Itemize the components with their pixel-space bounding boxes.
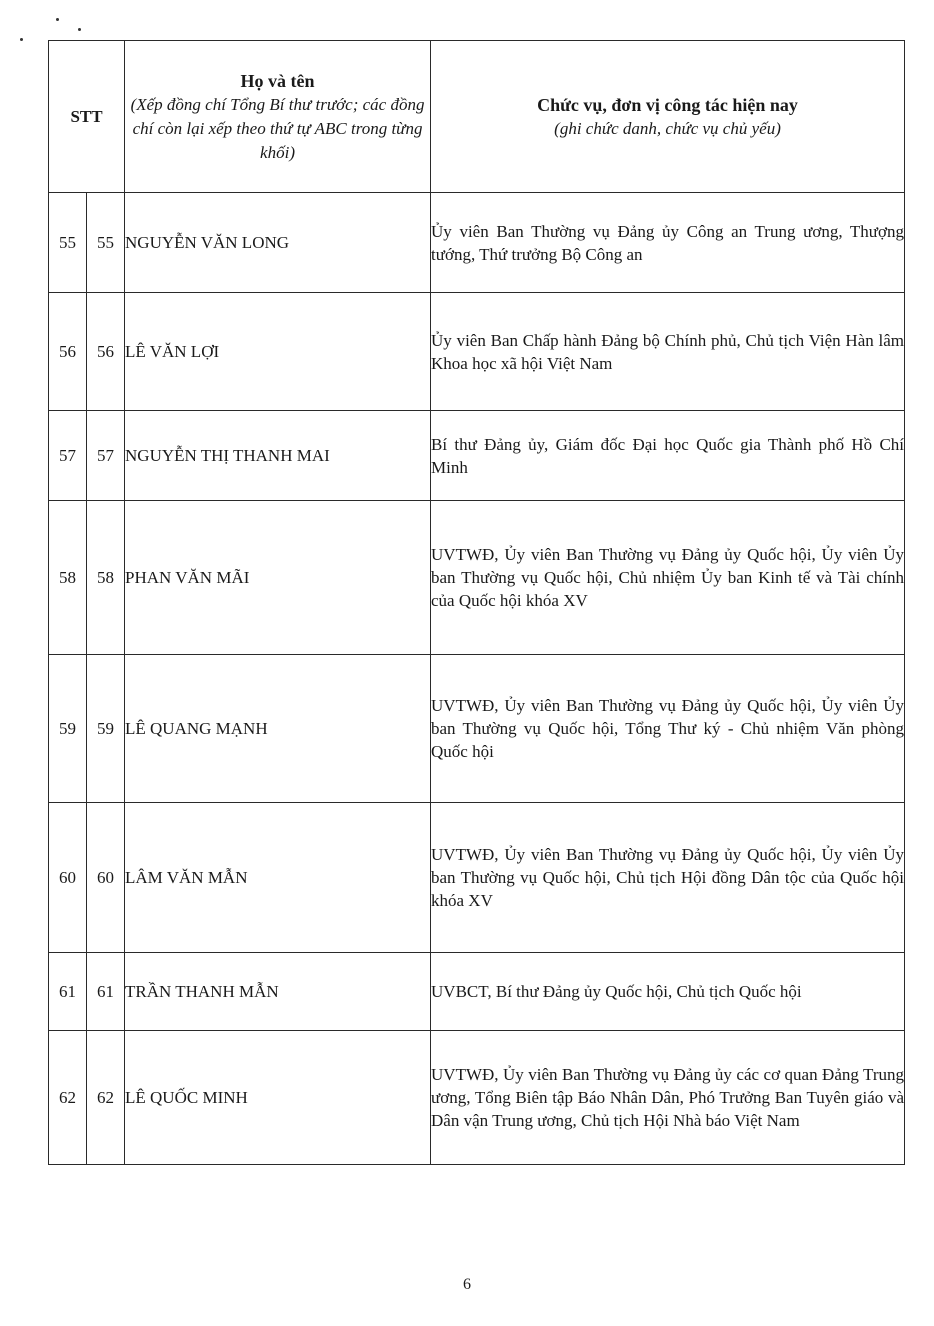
member-role: UVTWĐ, Ủy viên Ban Thường vụ Đảng ủy các cơ quan Đảng Trung ương, Tổng Biên tập Báo Nhân Dân, Phó Trưởng Ban Tuyên giáo và Dân vận Trung ương, Chủ tịch Hội Nhà báo Việt Nam (431, 1031, 905, 1165)
row-number: 55 (87, 193, 125, 293)
header-name (125, 41, 431, 193)
table-row (49, 293, 905, 411)
row-number: 62 (87, 1031, 125, 1165)
row-number: 61 (87, 953, 125, 1031)
member-role: Bí thư Đảng ủy, Giám đốc Đại học Quốc gia Thành phố Hồ Chí Minh (431, 411, 905, 501)
member-name: LÊ QUỐC MINH (125, 1031, 431, 1165)
member-role: UVBCT, Bí thư Đảng ủy Quốc hội, Chủ tịch Quốc hội (431, 953, 905, 1031)
table-row (49, 655, 905, 803)
row-index: 55 (49, 193, 87, 293)
row-number: 59 (87, 655, 125, 803)
header-role-title: Chức vụ, đơn vị công tác hiện nay (537, 94, 798, 115)
member-role: UVTWĐ, Ủy viên Ban Thường vụ Đảng ủy Quốc hội, Ủy viên Ủy ban Thường vụ Quốc hội, Chủ tịch Hội đồng Dân tộc của Quốc hội khóa XV (431, 803, 905, 953)
scan-speck (78, 28, 81, 31)
header-name-subtitle: (Xếp đồng chí Tổng Bí thư trước; các đồng chí còn lại xếp theo thứ tự ABC trong từng khối) (130, 94, 425, 162)
member-name: LÂM VĂN MẪN (125, 803, 431, 953)
table-row (49, 411, 905, 501)
row-index: 58 (49, 501, 87, 655)
member-name: LÊ VĂN LỢI (125, 293, 431, 411)
row-number: 58 (87, 501, 125, 655)
member-role: UVTWĐ, Ủy viên Ban Thường vụ Đảng ủy Quốc hội, Ủy viên Ủy ban Thường vụ Quốc hội, Chủ nhiệm Ủy ban Kinh tế và Tài chính của Quốc hội khóa XV (431, 501, 905, 655)
header-role (431, 41, 905, 193)
row-number: 57 (87, 411, 125, 501)
member-role: Ủy viên Ban Thường vụ Đảng ủy Công an Trung ương, Thượng tướng, Thứ trưởng Bộ Công an (431, 193, 905, 293)
table-row (49, 1031, 905, 1165)
scan-speck (20, 38, 23, 41)
member-name: PHAN VĂN MÃI (125, 501, 431, 655)
row-index: 59 (49, 655, 87, 803)
member-name: TRẦN THANH MẪN (125, 953, 431, 1031)
table-row (49, 193, 905, 293)
page-number: 6 (463, 1276, 471, 1293)
member-name: LÊ QUANG MẠNH (125, 655, 431, 803)
row-index: 62 (49, 1031, 87, 1165)
member-name: NGUYỄN THỊ THANH MAI (125, 411, 431, 501)
row-index: 57 (49, 411, 87, 501)
members-table (48, 40, 905, 1165)
header-name-title: Họ và tên (240, 70, 315, 91)
row-index: 56 (49, 293, 87, 411)
row-index: 61 (49, 953, 87, 1031)
member-role: Ủy viên Ban Chấp hành Đảng bộ Chính phủ, Chủ tịch Viện Hàn lâm Khoa học xã hội Việt Nam (431, 293, 905, 411)
table-row (49, 953, 905, 1031)
row-number: 60 (87, 803, 125, 953)
member-role: UVTWĐ, Ủy viên Ban Thường vụ Đảng ủy Quốc hội, Ủy viên Ủy ban Thường vụ Quốc hội, Tổng Thư ký - Chủ nhiệm Văn phòng Quốc hội (431, 655, 905, 803)
header-stt: STT (49, 41, 125, 193)
table-header-row (49, 41, 905, 193)
header-role-subtitle: (ghi chức danh, chức vụ chủ yếu) (554, 118, 781, 138)
member-name: NGUYỄN VĂN LONG (125, 193, 431, 293)
row-number: 56 (87, 293, 125, 411)
scan-speck (56, 18, 59, 21)
table-row (49, 803, 905, 953)
table-row (49, 501, 905, 655)
row-index: 60 (49, 803, 87, 953)
